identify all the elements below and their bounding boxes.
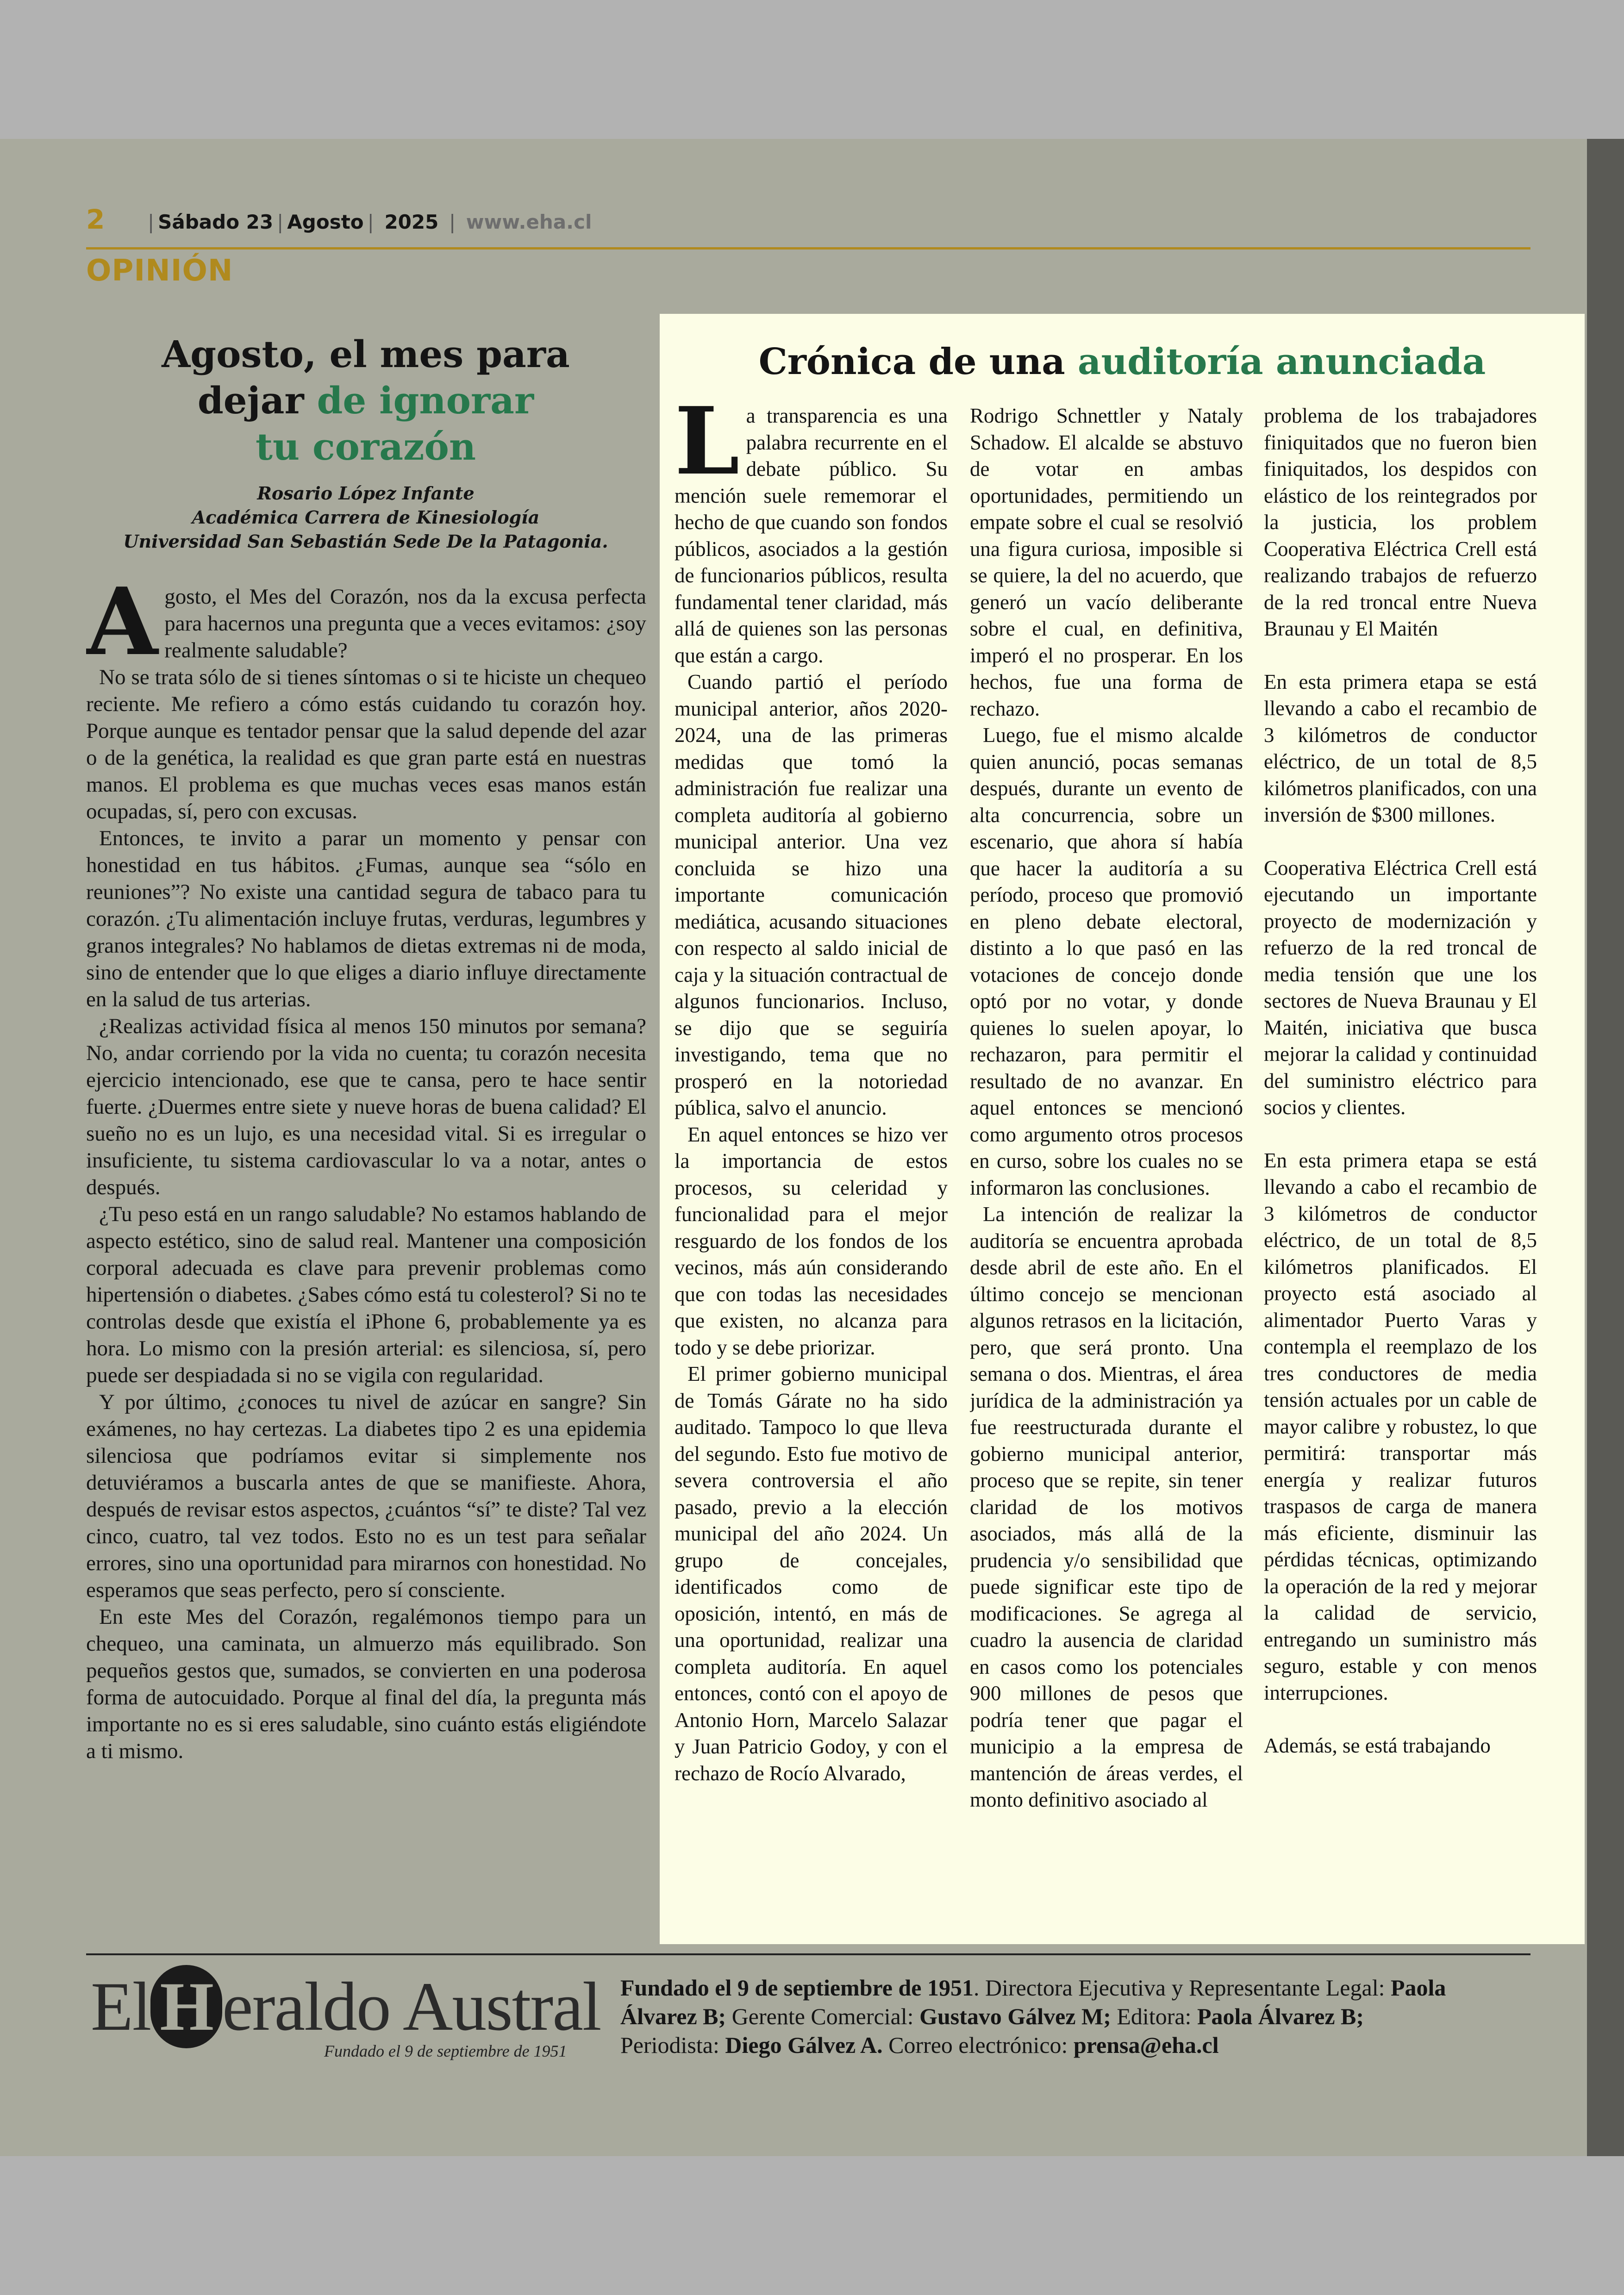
- journalist-name: Diego Gálvez A.: [725, 2032, 883, 2058]
- paragraph: Entonces, te invito a parar un momento y pensar con honestidad en tus hábitos. ¿Fumas, aunque sea “sólo en reuniones”? No existe una cantidad segura de tabaco para tu corazón. ¿Tu alimentación incluye frutas, verduras, legumbres y granos integrales? No hablamos de dietas extremas ni de moda, sino de entender que lo que eliges a diario influye directamente en la salud de tus arterias.: [86, 826, 646, 1011]
- dropcap: A: [86, 583, 158, 676]
- paragraph: Cooperativa Eléctrica Crell está ejecutando un importante proyecto de modernización y refuerzo de la red troncal de media tensión que une los sectores de Nueva Braunau y El Maitén, iniciativa que busca mejorar la calidad y continuidad del suministro eléctrico para socios y clientes.: [1264, 856, 1537, 1119]
- issue-day: Sábado 23: [158, 211, 274, 233]
- header-rule: [86, 247, 1530, 249]
- left-article-body: [86, 583, 646, 1930]
- paragraph: En esta primera etapa se está llevando a cabo el recambio de 3 kilómetros de conductor eléctrico, de un total de 8,5 kilómetros planificados. El proyecto está asociado al alimentador Puerto Varas y contempla el reemplazo de los tres conductores de media tensión actuales por un cable de mayor calibre y robustez, lo que permitirá: transportar más energía y realizar futuros traspasos de carga de manera más eficiente, disminuir las pérdidas técnicas, optimizando la operación de la red y mejorar la calidad de servicio, entregando un suministro más seguro, estable y con menos interrupciones.: [1264, 1148, 1537, 1704]
- paragraph: Luego, fue el mismo alcalde quien anunció, pocas semanas después, durante un evento de alta concurrencia, sobre un escenario, que ahora sí había que hacer la auditoría a su período, proceso que promovió en pleno debate electoral, distinto a lo que pasó en las votaciones de concejo donde optó por no votar, y donde quienes lo suelen apoyar, lo rechazaron, para permitir el resultado de no avanzar. En aquel entonces se mencionó como argumento otros procesos en curso, sobre los cuales no se informaron las conclusiones.: [970, 723, 1243, 1199]
- paragraph: problema de los trabajadores finiquitados que no fueron bien finiquitados, los despidos con elástico de los reintegrados por la justicia, los problem Cooperativa Eléctrica Crell está realizando trabajos de refuerzo de la red troncal entre Nueva Braunau y El Maitén: [1264, 404, 1537, 640]
- paragraph: La intención de realizar la auditoría se encuentra aprobada desde abril de este año. En el último concejo se mencionan algunos retrasos en la licitación, pero, que será pronto. Una semana o dos. Mientras, el área jurídica de la administración ya fue reestructurada durante el gobierno municipal anterior, proceso que se repite, sin tener claridad de los motivos asociados, más allá de la prudencia y/o sensibilidad que puede significar este tipo de modificaciones. Se agrega al cuadro la ausencia de claridad en casos como los potenciales 900 millones de pesos que podría tener que pagar el municipio a la empresa de mantención de áreas verdes, el monto definitivo asociado al: [970, 1203, 1243, 1811]
- director-name: Paola Álvarez B;: [620, 1975, 1446, 2029]
- author-affiliation: Universidad San Sebastián Sede De la Patagonia.: [123, 531, 608, 552]
- paragraph: Y por último, ¿conoces tu nivel de azúcar en sangre? Sin exámenes, no hay certezas. La diabetes tipo 2 es una epidemia silenciosa que podríamos evitar si simplemente nos detuviéramos a buscarla antes de que se manifieste. Ahora, después de revisar estos aspectos, ¿cuántos “sí” te diste? Tal vez cinco, cuatro, tal vez todos. Esto no es un test para señalar errores, sino una oportunidad para mirarnos con honestidad. No esperamos que seas perfecto, pero sí consciente.: [86, 1390, 646, 1602]
- separator: |: [449, 211, 456, 233]
- paragraph: El primer gobierno municipal de Tomás Gárate no ha sido auditado. Tampoco lo que lleva del segundo. Esto fue motivo de severa controversia el año pasado, previo a la elección municipal del año 2024. Un grupo de concejales, identificados como de oposición, intentó, en más de una oportunidad, realizar una completa auditoría. En aquel entonces, contó con el apoyo de Antonio Horn, Marcelo Salazar y Juan Patricio Godoy, y con el rechazo de Rocío Alvarado,: [675, 1362, 948, 1785]
- page-number: 2: [86, 204, 105, 235]
- founded-date: Fundado el 9 de septiembre de 1951: [620, 1975, 974, 2001]
- issue-year: 2025: [384, 211, 439, 233]
- author-affiliation: Académica Carrera de Kinesiología: [192, 507, 540, 528]
- paragraph: En aquel entonces se hizo ver la importancia de estos procesos, su celeridad y funcionalidad para el mejor resguardo de los fondos de los vecinos, más aún considerando que con todas las necesidades que existen, no alcanza para todo y se debe priorizar.: [675, 1123, 948, 1359]
- article-column-1: [675, 403, 948, 1921]
- section-title: OPINIÓN: [86, 254, 233, 288]
- paragraph: La transparencia es una palabra recurrente en el debate público. Su mención suele rememorar el hecho de que cuando son fondos públicos, asociados a la gestión de funcionarios públicos, resulta fundamental tener claridad, más allá de quienes son las personas que están a cargo.: [675, 403, 948, 667]
- paragraph: Además, se está trabajando: [1264, 1734, 1491, 1757]
- page-edge-shadow: [1587, 139, 1624, 2156]
- email-link[interactable]: prensa@eha.cl: [1073, 2032, 1219, 2058]
- separator: |: [367, 211, 374, 233]
- paragraph: Rodrigo Schnettler y Nataly Schadow. El alcalde se abstuvo de votar en ambas oportunidades, permitiendo un empate sobre el cual se resolvió una figura curiosa, imposible si se quiere, la del no acuerdo, que generó un vacío deliberante sobre el cual, en definitiva, imperó el no prosperar. En los hechos, fue una forma de rechazo.: [970, 404, 1243, 720]
- newspaper-logo: El H eraldo Austral: [91, 1965, 601, 2048]
- manager-name: Gustavo Gálvez M;: [919, 2003, 1111, 2029]
- page-header: [86, 204, 592, 235]
- title-line: Agosto, el mes para: [162, 332, 570, 376]
- paragraph: En esta primera etapa se está llevando a cabo el recambio de 3 kilómetros de conductor eléctrico, de un total de 8,5 kilómetros planificados, con una inversión de $300 millones.: [1264, 670, 1537, 826]
- right-article-box: [660, 314, 1585, 1944]
- paragraph: En este Mes del Corazón, regalémonos tiempo para un chequeo, una caminata, un almuerzo más equilibrado. Son pequeños gestos que, sumados, se convierten en una poderosa forma de autocuidado. Porque al final del día, la pregunta más importante no es si eres saludable, sino cuánto estás eligiéndote a ti mismo.: [86, 1605, 646, 1763]
- separator: |: [277, 211, 284, 233]
- paragraph: Agosto, el Mes del Corazón, nos da la excusa perfecta para hacernos una pregunta que a veces evitamos: ¿soy realmente saludable?: [86, 583, 646, 676]
- logo-tagline: Fundado el 9 de septiembre de 1951: [324, 2042, 567, 2060]
- paragraph: No se trata sólo de si tienes síntomas o si te hiciste un chequeo reciente. Me refiero a cómo estás cuidando tu corazón hoy. Porque aunque es tentador pensar que la salud depende del azar o de la genética, la realidad es que gran parte está en nuestras manos. El problema es que muchas veces esas manos están ocupadas, sí, pero con excusas.: [86, 665, 646, 823]
- title-line: tu corazón: [256, 425, 476, 468]
- title-line: dejar de ignorar: [197, 379, 534, 422]
- separator: |: [147, 211, 155, 233]
- paragraph: Cuando partió el período municipal anterior, años 2020-2024, una de las primeras medidas que tomó la administración fue realizar una completa auditoría al gobierno municipal anterior. Una vez concluida se hizo una importante comunicación mediática, acusando situaciones con respecto al saldo inicial de caja y la situación contractual de algunos funcionarios. Incluso, se dijo que se seguiría investigando, tema que no prosperó en la notoriedad pública, salvo el anuncio.: [675, 670, 948, 1119]
- left-article-title: [111, 331, 620, 470]
- right-article-title: Crónica de una auditoría anunciada: [758, 341, 1486, 383]
- paragraph: ¿Tu peso está en un rango saludable? No estamos hablando de aspecto estético, sino de salud real. Mantener una composición corporal adecuada es clave para prevenir problemas como hipertensión o diabetes. ¿Sabes cómo está tu colesterol? Si no te controlas desde que existía el iPhone 6, probablemente ya es hora. Lo mismo con la presión arterial: es silenciosa, sí, pero puede ser despiadada si no se vigila con regularidad.: [86, 1202, 646, 1387]
- issue-month: Agosto: [287, 211, 364, 233]
- article-column-3: [1264, 403, 1537, 1921]
- footer-rule: [86, 1953, 1530, 1955]
- website-link[interactable]: www.eha.cl: [466, 211, 592, 233]
- masthead-credits: Fundado el 9 de septiembre de 1951. Directora Ejecutiva y Representante Legal: Paola Álvarez B; Gerente Comercial: Gustavo Gálvez M; Editora: Paola Álvarez B; Periodista: Diego Gálvez A. Correo electrónico: prensa@eha.cl: [620, 1975, 1446, 2058]
- dropcap: L: [675, 403, 740, 496]
- editor-name: Paola Álvarez B;: [1197, 2003, 1364, 2029]
- byline: [111, 481, 620, 554]
- logo-h-mark: H: [150, 1965, 222, 2048]
- article-column-2: [970, 403, 1243, 1921]
- paragraph: ¿Realizas actividad física al menos 150 minutos por semana? No, andar corriendo por la vida no cuenta; tu corazón necesita ejercicio intencionado, ese que te cansa, pero te hace sentir fuerte. ¿Duermes entre siete y nueve horas de buena calidad? El sueño no es un lujo, es una necesidad vital. Si es irregular o insuficiente, tu sistema cardiovascular lo va a notar, antes o después.: [86, 1014, 646, 1199]
- author-name: Rosario López Infante: [257, 483, 475, 504]
